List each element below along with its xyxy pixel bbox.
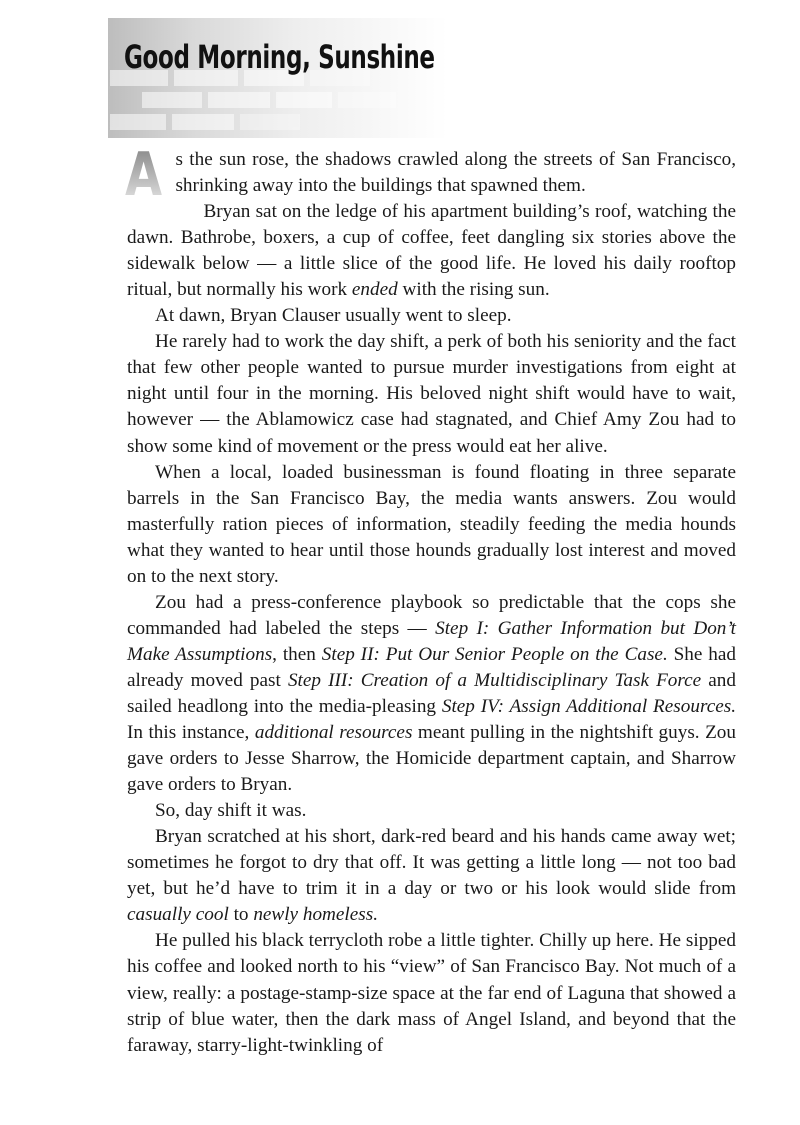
chapter-body	[125, 140, 736, 1059]
paragraph: At dawn, Bryan Clauser usually went to sleep.	[155, 305, 512, 327]
paragraph: Bryan scratched at his short, dark-red beard and his hands came away wet; sometimes he forgot to dry that off. It was getting a little long — not too bad yet, but he’d have to trim it in a day or two or his look would slide from casually cool to newly homeless.	[127, 826, 736, 926]
paragraph: He pulled his black terrycloth robe a little tighter. Chilly up here. He sipped his coffee and looked north to his “view” of San Francisco Bay. Not much of a view, really: a postage-stamp-size space at the far end of Laguna that showed a strip of blue water, then the dark mass of Angel Island, and beyond that the faraway, starry-light-twinkling of	[127, 930, 736, 1056]
paragraph: Bryan sat on the ledge of his apartment building’s roof, watching the dawn. Bathrobe, boxers, a cup of coffee, feet dangling six stories above the sidewalk below — a little slice of the good life. He loved his daily rooftop ritual, but normally his work ended with the rising sun.	[127, 201, 736, 301]
paragraph: A s the sun rose, the shadows crawled along the streets of San Francisco, shrinking away into the buildings that spawned them.	[125, 140, 736, 210]
drop-cap: A	[125, 140, 163, 210]
paragraph: So, day shift it was.	[155, 800, 307, 822]
chapter-title: Good Morning, Sunshine	[124, 38, 435, 76]
paragraph: Zou had a press-conference playbook so predictable that the cops she commanded had labeled the steps — Step I: Gather Information but Don’t Make Assumptions, then Step II: Put Our Senior People on the Case. She had already moved past Step III: Creation of a Multidisciplinary Task Force and sailed headlong into the media-pleasing Step IV: Assign Additional Resources. In this instance, additional resources meant pulling in the nightshift guys. Zou gave orders to Jesse Sharrow, the Homicide department captain, and Sharrow gave orders to Bryan.	[127, 591, 736, 796]
paragraph: He rarely had to work the day shift, a perk of both his seniority and the fact that few other people wanted to pursue murder investigations from eight at night until four in the morning. His beloved night shift would have to wait, however — the Ablamowicz case had stagnated, and Chief Amy Zou had to show some kind of movement or the press would eat her alive.	[127, 331, 736, 457]
paragraph: When a local, loaded businessman is found floating in three separate barrels in the San Francisco Bay, the media wants answers. Zou would masterfully ration pieces of information, steadily feeding the media hounds what they wanted to hear until those hounds gradually lost interest and moved on to the next story.	[127, 461, 736, 587]
